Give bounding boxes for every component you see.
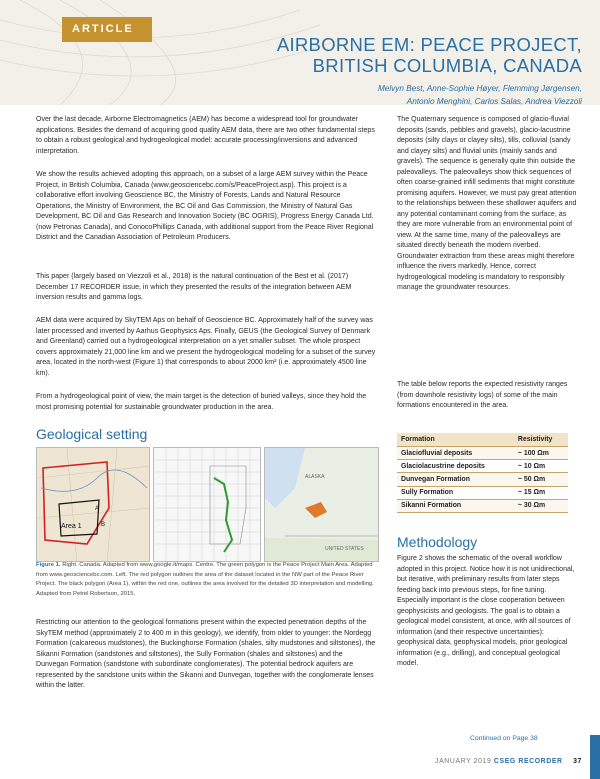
figure-map-left [36,447,150,562]
map-left-graphic [37,448,150,562]
table-header-row [397,433,568,447]
col-formation: Formation [397,433,514,447]
resistivity-table [397,433,568,513]
area-label-b: B [101,522,106,528]
map-label-alaska: ALASKA [305,474,325,480]
figure-map-right [264,447,379,562]
resistivity-cell: ~ 15 Ωm [514,486,568,499]
table-row [397,486,568,499]
table-row [397,447,568,460]
geological-setting-heading: Geological setting [36,426,148,442]
quaternary-paragraph: The Quaternary sequence is composed of glacio-fluvial deposits (sands, pebbles and gravels), glacio-lacustrine deposits (silty clays or clayey silts), tills, colluvial (sandy and clayey silts) and fluvial units (mainly sands and gravels). The sequence is generally quite thin outside the paleovalleys. The paleovalleys show thick sequences of often coarse-grained infill sediments that might constitute promising aquifers. However, we must pay great attention to the relationships between these shallower aquifers and any potential contaminant coming from the surface, as they are more vulnerable from an environmental point of view. At the same time, many of the paleovalleys are situated directly beneath the modern riverbed. Groundwater extraction from these areas might therefore influence the rivers markedly. Hence, correct hydrogeological modeling is mandatory to responsibly manage the groundwater resources. [397,116,577,291]
continuation-paragraph: This paper (largely based on Viezzoli et al., 2018) is the natural continuation of the Best et al. (2017) December 17 RECORDER issue, in which they presented the results of the integration between AEM inversion results and gamma logs. [36,273,352,301]
project-paragraph: We show the results achieved adopting this approach, on a subset of a large AEM survey within the Peace Project, in British Columbia, Canada (www.geosciencebc.com/s/PeaceProject.asp). This project is a collaborative effort involving Geoscience BC, the Ministry of Forests, Lands and Natural Resource Operations, the Ministry of Environment, the BC Oil and Gas Commission, the Ministry of Natural Gas Development, BC Oil and Gas Research and Innovation Society (BC OGRIS), Progress Energy Canada Ltd. (now Petronas Canada), and ConocoPhillips Canada, with additional support from the Peace River Regional District and the Canadian Association of Petroleum Producers. [36,171,374,241]
title-line-2: BRITISH COLUMBIA, CANADA [312,55,582,76]
area-label-left: Area 1 [61,523,82,530]
map-label-us: UNITED STATES [325,546,364,552]
title-line-1: AIRBORNE EM: PEACE PROJECT, [276,34,582,55]
authors-line-1: Melvyn Best, Anne-Sophie Høyer, Flemming Jørgensen, [377,84,582,93]
acquisition-paragraph: AEM data were acquired by SkyTEM Aps on behalf of Geoscience BC. Approximately half of the survey was later processed and inverted by Aarhus Geophysics Aps. Finally, GEUS (the Geological Survey of Denmark and Greenland) carried out a hydrogeological interpretation on a yet smaller subset. The whole prospect covers approximately 21,000 line km and we present the hydrogeological modeling for a subset of the survey area, located in the north-west (Figure 1) that corresponds to about 2000 km² (i.e. approximately 4500 line km). [36,317,376,377]
formation-cell: Sully Formation [397,486,514,499]
footer-brand: CSEG RECORDER [493,758,563,765]
methodology-paragraph: Figure 2 shows the schematic of the overall workflow adopted in this project. Notice how it is not unidirectional, but iterative, with preliminary results from later steps feeding back into previous steps, for fine tuning. Especially important is the close cooperation between geophysicists and geologists. The goal is to obtain a geological model consistent, at once, with all sources of information (and their respective uncertainties): geophysical data, geophysical models, prior geological information (e.g., drilling), and conceptual geological model. [397,555,575,667]
col-resistivity: Resistivity [514,433,568,447]
map-centre-graphic [154,448,261,562]
caption-text: Right. Canada. Adapted from www.google.it/maps. Centre. The green polygon is the Peace Project Main Area. Adapted from www.geosciencebc.com. Left. The red polygon outlines the area of the dataset located in the NW part of the Peace River Project. The black polygon (Area 1), within the red one, outlines the area involved for the detailed 3D interpretation and modelling. Adapted from Petrel Robertson, 2015. [36,562,374,597]
article-title [182,34,582,76]
formations-paragraph: Restricting our attention to the geological formations present within the expected penetration depths of the SkyTEM method (approximately 2 to 400 m in this geology), we identify, from older to younger: the Nordegg Formation (calcareous mudstones), the Buckinghorse Formation (shales, silty mudstones and siltstones), the Sikanni Formation (sandstones and siltstones), the Sully Formation (shales and siltstones) and the Dunvegan Formation (sandstone with subordinate conglomerates). The potential bedrock aquifers are represented by the sandstone units within the Sikanni and Dunvegan, together with the conglomerate lenses within the latter. [36,619,376,689]
table-intro-paragraph: The table below reports the expected resistivity ranges (from downhole resistivity logs) of some of the main formations encountered in the area. [397,381,568,409]
continued-link[interactable]: Continued on Page 38 [470,735,538,742]
resistivity-cell: ~ 50 Ωm [514,473,568,486]
authors-line-2: Antonio Menghini, Carlos Salas, Andrea Viezzoli [406,97,582,106]
article-tab [62,17,152,42]
map-right-graphic [265,448,379,562]
formation-cell: Dunvegan Formation [397,473,514,486]
methodology-heading: Methodology [397,534,478,550]
area-label-a: A [95,506,100,512]
resistivity-cell: ~ 100 Ωm [514,447,568,460]
figure-map-centre [153,447,261,562]
caption-lead: Figure 1. [36,562,61,568]
target-paragraph: From a hydrogeological point of view, the main target is the detection of buried valleys, since they hold the most promising potential for sustainable groundwater production in the area. [36,393,367,411]
resistivity-cell: ~ 10 Ωm [514,460,568,473]
corner-accent [590,735,600,779]
authors [222,82,582,108]
table-row [397,473,568,486]
section-label: ARTICLE [72,23,134,35]
formation-cell: Glaciolacustrine deposits [397,460,514,473]
formation-cell: Glaciofluvial deposits [397,447,514,460]
figure-1-caption [36,561,380,599]
page-number: 37 [573,758,582,765]
intro-paragraph: Over the last decade, Airborne Electromagnetics (AEM) has become a widespread tool for groundwater applications. Besides the demand of acquiring good quality AEM data, there are two other fundamental steps to obtain a robust geological and hydrogeological model: accurate processing/inversions and advanced interpretation. [36,116,375,155]
table-row [397,499,568,512]
formation-cell: Sikanni Formation [397,499,514,512]
footer-month: JANUARY 2019 [435,758,492,765]
figure-1 [36,447,379,562]
page-footer [435,758,582,765]
table-row [397,460,568,473]
resistivity-cell: ~ 30 Ωm [514,499,568,512]
